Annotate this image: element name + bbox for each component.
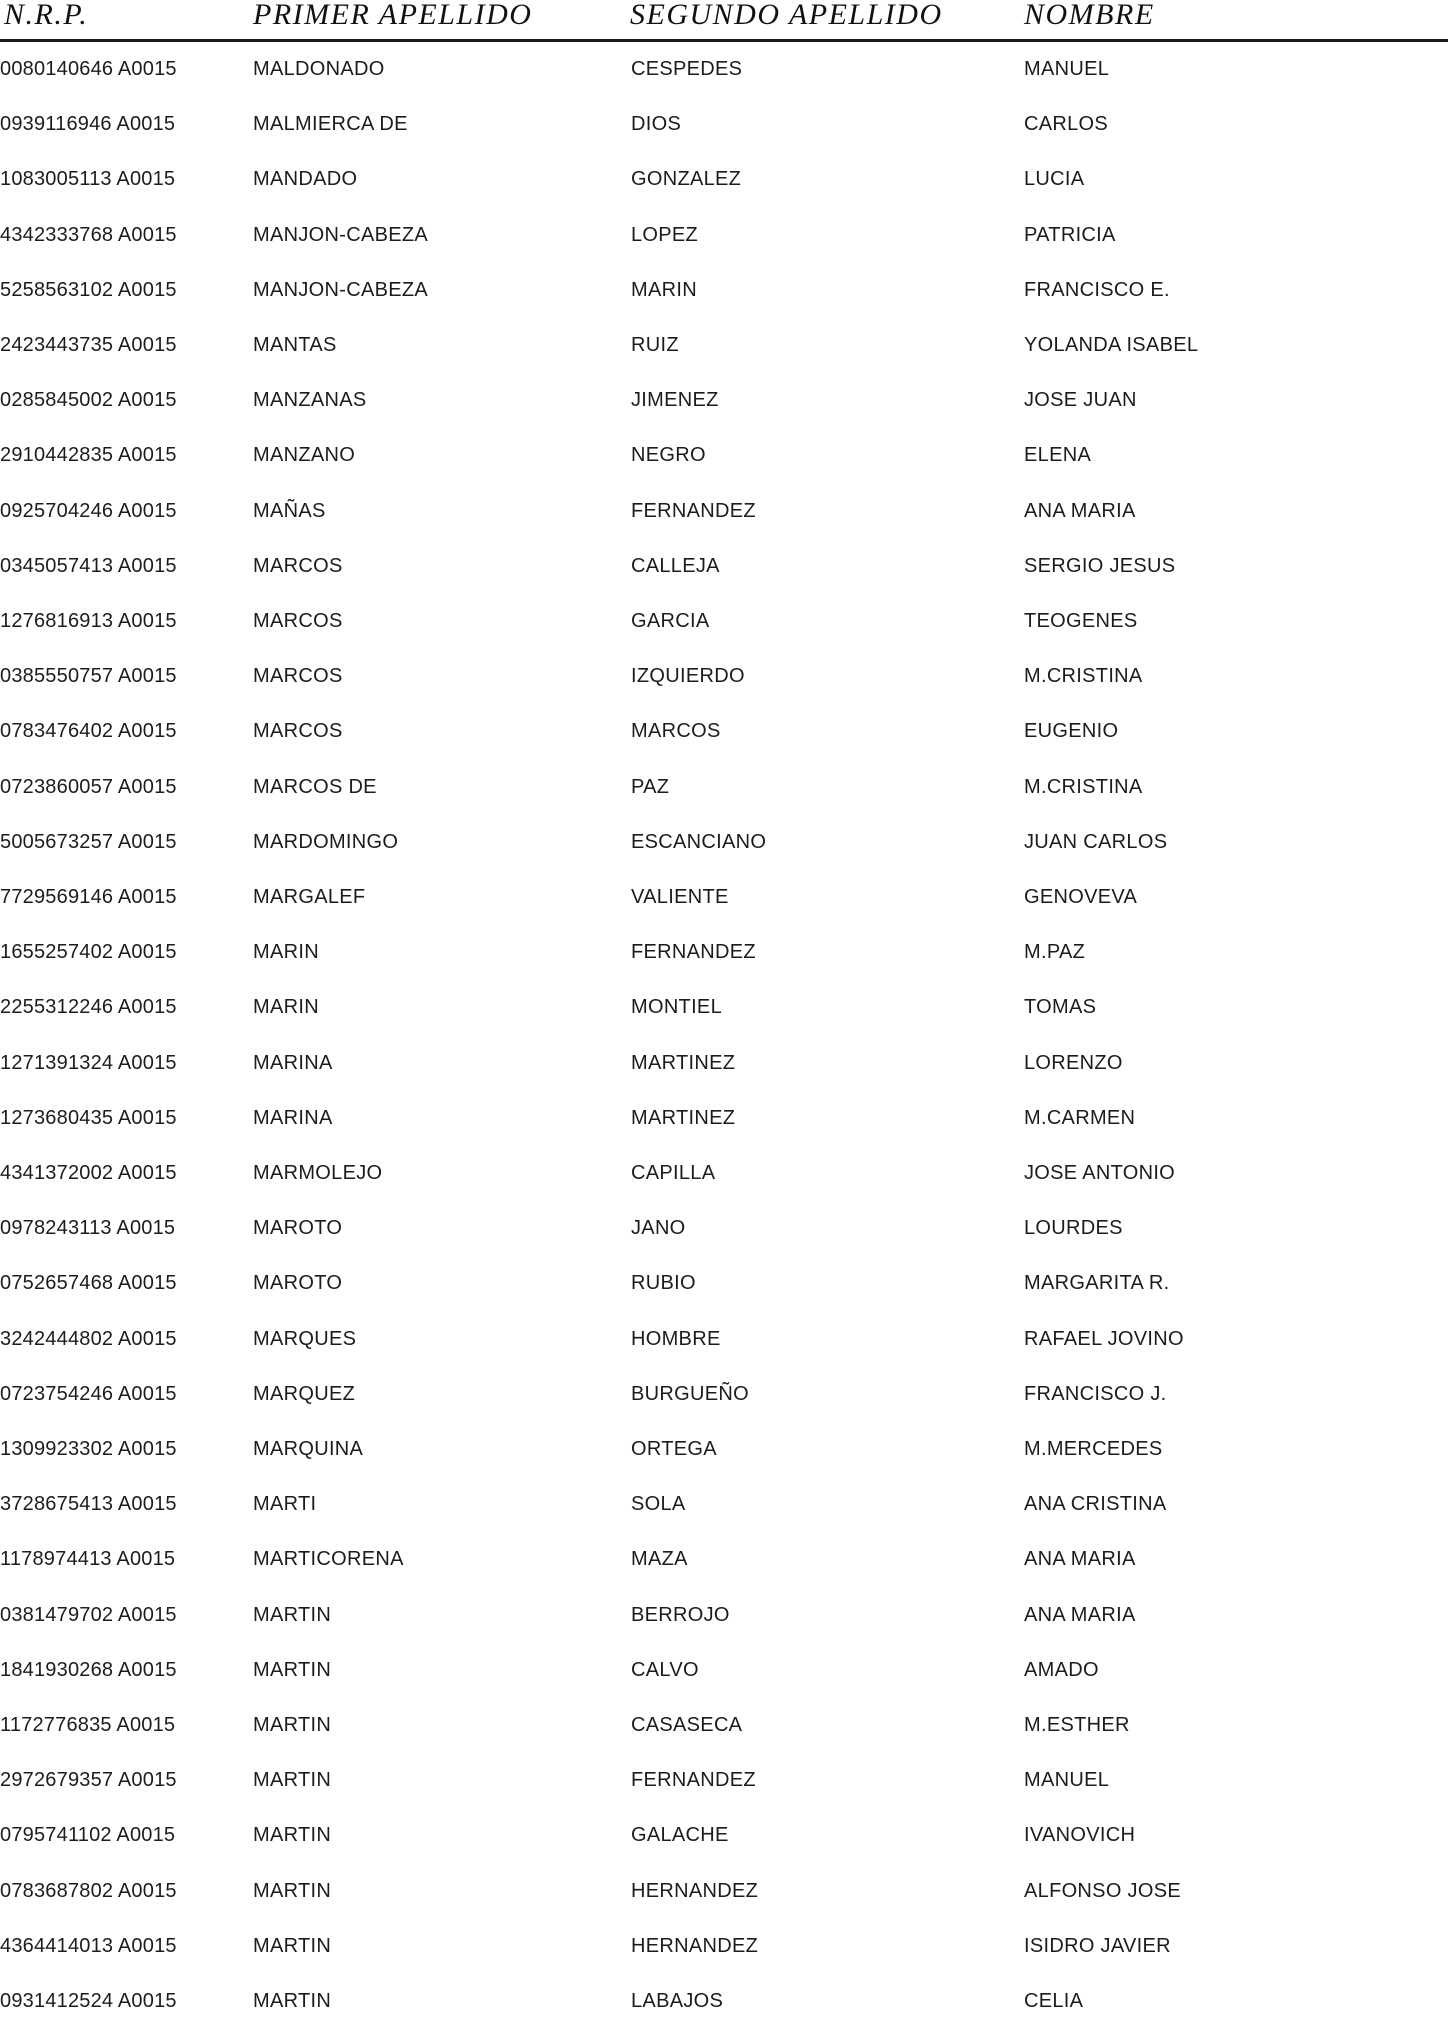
- cell-segundo-apellido: CASASECA: [631, 1714, 743, 1736]
- cell-primer-apellido: MARCOS: [253, 554, 343, 577]
- cell-segundo-apellido: RUIZ: [631, 334, 679, 356]
- cell-nrp: 0931412524 A0015: [0, 1990, 177, 2012]
- table-row: [0, 1051, 1450, 1081]
- cell-nrp: 5258563102 A0015: [0, 278, 177, 301]
- cell-nombre: M.CARMEN: [1024, 1106, 1136, 1129]
- cell-nombre: CARLOS: [1024, 113, 1109, 136]
- cell-nrp: 3242444802 A0015: [0, 1327, 177, 1350]
- header-segundo-apellido: SEGUNDO APELLIDO: [630, 0, 943, 31]
- cell-segundo-apellido: CAPILLA: [631, 1162, 716, 1184]
- cell-primer-apellido: MANZANAS: [253, 389, 367, 412]
- table-row: [0, 1216, 1450, 1246]
- table-row: [0, 995, 1450, 1025]
- cell-segundo-apellido: MARTINEZ: [631, 1106, 736, 1129]
- cell-nrp: 0925704246 A0015: [0, 499, 177, 522]
- table-row: [0, 1768, 1450, 1798]
- cell-nrp: 5005673257 A0015: [0, 830, 177, 853]
- cell-segundo-apellido: DIOS: [631, 113, 682, 136]
- cell-nrp: 0795741102 A0015: [0, 1824, 176, 1847]
- cell-segundo-apellido: LABAJOS: [631, 1990, 724, 2012]
- cell-primer-apellido: MARCOS: [253, 665, 343, 688]
- cell-nrp: 0285845002 A0015: [0, 389, 177, 412]
- cell-nombre: AMADO: [1024, 1658, 1099, 1681]
- table-row: [0, 830, 1450, 860]
- table-header: [0, 0, 1450, 40]
- table-row: [0, 1658, 1450, 1688]
- cell-nombre: TOMAS: [1024, 996, 1097, 1019]
- table-row: [0, 167, 1450, 197]
- cell-primer-apellido: MAROTO: [253, 1272, 343, 1295]
- cell-primer-apellido: MAÑAS: [253, 499, 326, 522]
- table-row: [0, 719, 1450, 749]
- cell-segundo-apellido: MONTIEL: [631, 996, 722, 1019]
- cell-primer-apellido: MARQUINA: [253, 1438, 364, 1460]
- table-row: [0, 1603, 1450, 1633]
- cell-nrp: 0939116946 A0015: [0, 113, 176, 136]
- cell-nombre: CELIA: [1024, 1990, 1084, 2012]
- table-row: [0, 1271, 1450, 1301]
- cell-primer-apellido: MARCOS DE: [253, 775, 377, 798]
- cell-segundo-apellido: MARIN: [631, 278, 697, 301]
- cell-primer-apellido: MARTIN: [253, 1879, 332, 1902]
- cell-primer-apellido: MARINA: [253, 1051, 333, 1074]
- cell-segundo-apellido: GARCIA: [631, 610, 710, 632]
- cell-segundo-apellido: SOLA: [631, 1493, 686, 1516]
- cell-nombre: GENOVEVA: [1024, 886, 1138, 908]
- cell-nrp: 0723754246 A0015: [0, 1382, 177, 1405]
- cell-nrp: 1083005113 A0015: [0, 168, 176, 191]
- cell-nrp: 1178974413 A0015: [0, 1548, 176, 1571]
- cell-segundo-apellido: CALLEJA: [631, 554, 720, 577]
- cell-nrp: 4364414013 A0015: [0, 1934, 177, 1957]
- cell-primer-apellido: MAROTO: [253, 1217, 343, 1240]
- cell-nombre: FRANCISCO J.: [1024, 1382, 1167, 1405]
- cell-nombre: MARGARITA R.: [1024, 1272, 1170, 1295]
- cell-primer-apellido: MARINA: [253, 1106, 333, 1129]
- cell-nrp: 0783687802 A0015: [0, 1879, 177, 1902]
- cell-segundo-apellido: VALIENTE: [631, 886, 729, 908]
- table-row: [0, 664, 1450, 694]
- cell-nombre: ANA MARIA: [1024, 1603, 1136, 1626]
- cell-nrp: 1655257402 A0015: [0, 941, 177, 964]
- cell-nombre: TEOGENES: [1024, 610, 1138, 632]
- cell-nombre: ANA CRISTINA: [1024, 1493, 1167, 1516]
- table-row: [0, 1823, 1450, 1853]
- cell-nrp: 2423443735 A0015: [0, 334, 177, 356]
- cell-primer-apellido: MANDADO: [253, 168, 358, 191]
- cell-nrp: 4341372002 A0015: [0, 1162, 177, 1184]
- cell-primer-apellido: MARMOLEJO: [253, 1162, 383, 1184]
- cell-segundo-apellido: FERNANDEZ: [631, 499, 756, 522]
- cell-nombre: SERGIO JESUS: [1024, 554, 1176, 577]
- cell-segundo-apellido: HERNANDEZ: [631, 1879, 759, 1902]
- table-row: [0, 1713, 1450, 1743]
- cell-nrp: 2255312246 A0015: [0, 996, 177, 1019]
- cell-nrp: 1841930268 A0015: [0, 1658, 177, 1681]
- cell-nombre: MANUEL: [1024, 58, 1110, 80]
- cell-nrp: 1309923302 A0015: [0, 1438, 177, 1460]
- cell-nombre: M.ESTHER: [1024, 1714, 1130, 1736]
- cell-primer-apellido: MARTIN: [253, 1934, 332, 1957]
- cell-nombre: ISIDRO JAVIER: [1024, 1934, 1171, 1957]
- cell-primer-apellido: MANJON-CABEZA: [253, 223, 429, 246]
- cell-nombre: JOSE JUAN: [1024, 389, 1137, 412]
- cell-nombre: RAFAEL JOVINO: [1024, 1327, 1184, 1350]
- cell-primer-apellido: MALDONADO: [253, 58, 385, 80]
- table-row: [0, 609, 1450, 639]
- table-row: [0, 1161, 1450, 1191]
- table-row: [0, 940, 1450, 970]
- cell-nombre: JOSE ANTONIO: [1024, 1162, 1176, 1184]
- cell-nombre: ANA MARIA: [1024, 499, 1136, 522]
- cell-segundo-apellido: BURGUEÑO: [631, 1382, 749, 1405]
- cell-nombre: PATRICIA: [1024, 223, 1116, 246]
- cell-primer-apellido: MARQUES: [253, 1327, 357, 1350]
- cell-segundo-apellido: CALVO: [631, 1658, 699, 1681]
- header-primer-apellido: PRIMER APELLIDO: [253, 0, 533, 31]
- table-row: [0, 1437, 1450, 1467]
- cell-segundo-apellido: GONZALEZ: [631, 168, 742, 191]
- cell-primer-apellido: MARTIN: [253, 1769, 332, 1792]
- header-nombre: NOMBRE: [1024, 0, 1155, 31]
- cell-nombre: ELENA: [1024, 444, 1092, 467]
- cell-nombre: EUGENIO: [1024, 720, 1119, 743]
- cell-nombre: M.CRISTINA: [1024, 775, 1143, 798]
- cell-nombre: FRANCISCO E.: [1024, 278, 1170, 301]
- cell-nrp: 0752657468 A0015: [0, 1272, 177, 1295]
- table-row: [0, 1327, 1450, 1357]
- cell-primer-apellido: MARIN: [253, 996, 319, 1019]
- cell-nombre: ANA MARIA: [1024, 1548, 1136, 1571]
- table-row: [0, 885, 1450, 915]
- cell-nombre: LORENZO: [1024, 1051, 1123, 1074]
- cell-nombre: MANUEL: [1024, 1769, 1110, 1792]
- cell-primer-apellido: MANTAS: [253, 334, 337, 356]
- cell-nrp: 0345057413 A0015: [0, 554, 177, 577]
- cell-segundo-apellido: JANO: [631, 1217, 686, 1240]
- cell-nombre: ALFONSO JOSE: [1024, 1879, 1181, 1902]
- cell-nrp: 0783476402 A0015: [0, 720, 177, 743]
- cell-nombre: JUAN CARLOS: [1024, 830, 1168, 853]
- cell-nrp: 3728675413 A0015: [0, 1493, 177, 1516]
- cell-primer-apellido: MANZANO: [253, 444, 356, 467]
- header-rule: [0, 39, 1448, 42]
- table-row: [0, 1106, 1450, 1136]
- cell-nombre: LOURDES: [1024, 1217, 1123, 1240]
- table-row: [0, 112, 1450, 142]
- table-row: [0, 388, 1450, 418]
- cell-primer-apellido: MARTIN: [253, 1990, 332, 2012]
- cell-nrp: 2972679357 A0015: [0, 1769, 177, 1792]
- table-row: [0, 499, 1450, 529]
- cell-segundo-apellido: NEGRO: [631, 444, 706, 467]
- cell-nrp: 2910442835 A0015: [0, 444, 177, 467]
- cell-nrp: 7729569146 A0015: [0, 886, 177, 908]
- cell-segundo-apellido: LOPEZ: [631, 223, 699, 246]
- table-row: [0, 278, 1450, 308]
- cell-segundo-apellido: GALACHE: [631, 1824, 729, 1847]
- cell-segundo-apellido: IZQUIERDO: [631, 665, 745, 688]
- cell-nombre: M.MERCEDES: [1024, 1438, 1163, 1460]
- cell-nombre: IVANOVICH: [1024, 1824, 1136, 1847]
- cell-primer-apellido: MALMIERCA DE: [253, 113, 408, 136]
- cell-primer-apellido: MARDOMINGO: [253, 830, 399, 853]
- cell-segundo-apellido: HOMBRE: [631, 1327, 721, 1350]
- table-row: [0, 554, 1450, 584]
- cell-nrp: 0978243113 A0015: [0, 1217, 176, 1240]
- cell-primer-apellido: MARTIN: [253, 1714, 332, 1736]
- cell-segundo-apellido: MARTINEZ: [631, 1051, 736, 1074]
- cell-segundo-apellido: ESCANCIANO: [631, 830, 767, 853]
- cell-segundo-apellido: MARCOS: [631, 720, 721, 743]
- cell-primer-apellido: MARCOS: [253, 610, 343, 632]
- cell-nombre: LUCIA: [1024, 168, 1085, 191]
- table-row: [0, 1879, 1450, 1909]
- cell-nrp: 0381479702 A0015: [0, 1603, 177, 1626]
- cell-primer-apellido: MARQUEZ: [253, 1382, 356, 1405]
- cell-primer-apellido: MARGALEF: [253, 886, 366, 908]
- cell-segundo-apellido: CESPEDES: [631, 58, 743, 80]
- table-row: [0, 333, 1450, 363]
- cell-primer-apellido: MARTI: [253, 1493, 317, 1516]
- cell-segundo-apellido: FERNANDEZ: [631, 941, 756, 964]
- table-row: [0, 1547, 1450, 1577]
- table-row: [0, 1382, 1450, 1412]
- table-row: [0, 1934, 1450, 1964]
- cell-segundo-apellido: MAZA: [631, 1548, 688, 1571]
- cell-primer-apellido: MARTIN: [253, 1658, 332, 1681]
- header-nrp: N.R.P.: [4, 0, 89, 31]
- cell-segundo-apellido: BERROJO: [631, 1603, 730, 1626]
- cell-primer-apellido: MARIN: [253, 941, 319, 964]
- cell-segundo-apellido: FERNANDEZ: [631, 1769, 756, 1792]
- cell-nrp: 0080140646 A0015: [0, 58, 177, 80]
- cell-nombre: YOLANDA ISABEL: [1024, 334, 1199, 356]
- table-row: [0, 223, 1450, 253]
- table-row: [0, 443, 1450, 473]
- cell-nombre: M.CRISTINA: [1024, 665, 1143, 688]
- cell-primer-apellido: MARCOS: [253, 720, 343, 743]
- cell-nrp: 0723860057 A0015: [0, 775, 177, 798]
- cell-nrp: 1276816913 A0015: [0, 610, 177, 632]
- cell-nrp: 1172776835 A0015: [0, 1714, 176, 1736]
- cell-primer-apellido: MARTIN: [253, 1603, 332, 1626]
- cell-segundo-apellido: JIMENEZ: [631, 389, 719, 412]
- cell-nrp: 1271391324 A0015: [0, 1051, 177, 1074]
- cell-primer-apellido: MARTICORENA: [253, 1548, 404, 1571]
- cell-segundo-apellido: RUBIO: [631, 1272, 696, 1295]
- table-row: [0, 1492, 1450, 1522]
- cell-nrp: 4342333768 A0015: [0, 223, 177, 246]
- cell-nombre: M.PAZ: [1024, 941, 1086, 964]
- cell-segundo-apellido: ORTEGA: [631, 1438, 717, 1460]
- cell-segundo-apellido: HERNANDEZ: [631, 1934, 759, 1957]
- table-row: [0, 1989, 1450, 2019]
- table-row: [0, 775, 1450, 805]
- cell-primer-apellido: MARTIN: [253, 1824, 332, 1847]
- cell-nrp: 1273680435 A0015: [0, 1106, 177, 1129]
- cell-segundo-apellido: PAZ: [631, 775, 670, 798]
- table-row: [0, 57, 1450, 87]
- cell-nrp: 0385550757 A0015: [0, 665, 177, 688]
- cell-primer-apellido: MANJON-CABEZA: [253, 278, 429, 301]
